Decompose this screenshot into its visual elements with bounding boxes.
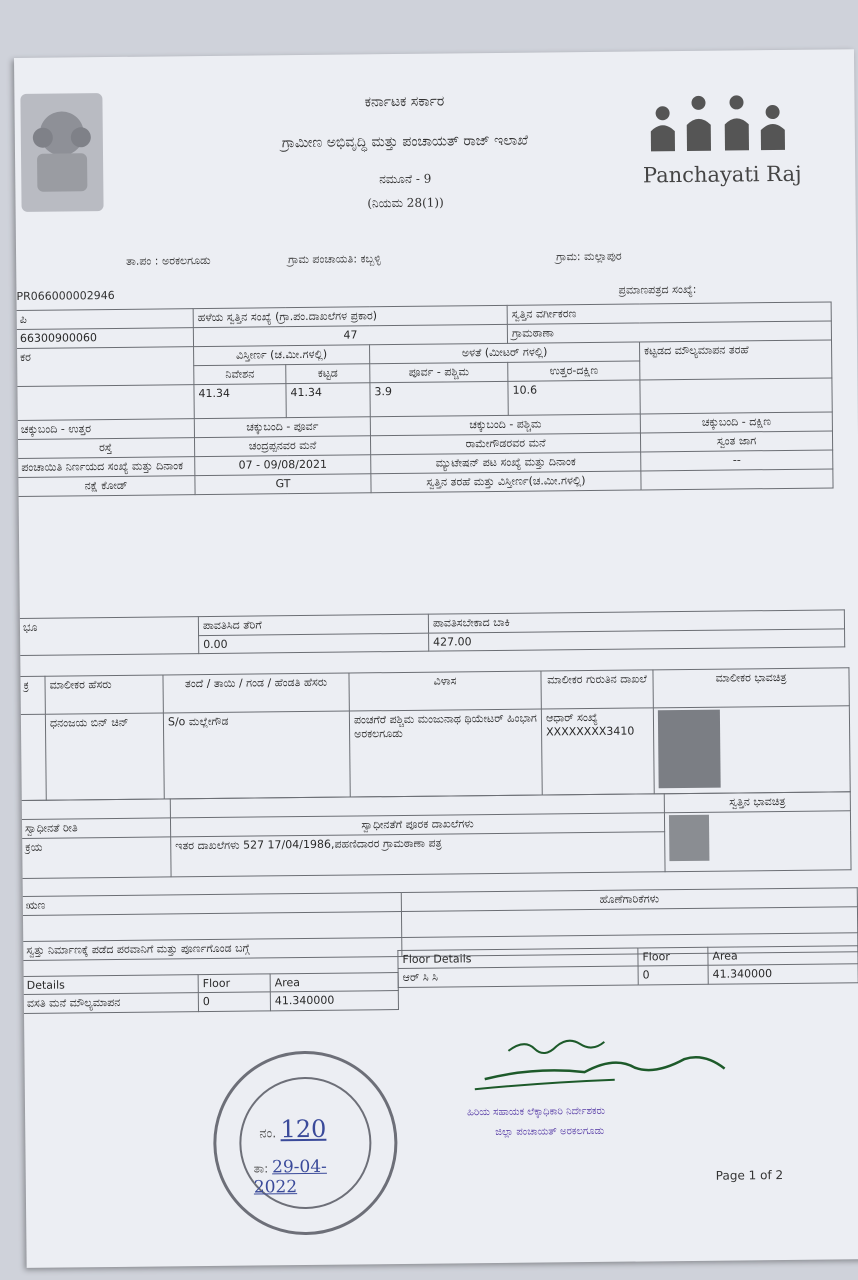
village-label: ಗ್ರಾಮ: ಮಲ್ಲಾಪುರ (556, 249, 622, 264)
cell (21, 911, 401, 941)
cell: ನಿವೇಶನ (194, 365, 286, 385)
cell: ಮಾಲೀಕರ ಗುರುತಿನ ದಾಖಲೆ (541, 670, 653, 709)
taluk-label: ತಾ.ಪಂ : ಅರಕಲಗೂಡು (126, 253, 211, 268)
owner-photo (658, 710, 721, 789)
header-line-1: ಕರ್ನಾಟಕ ಸರ್ಕಾರ (364, 93, 445, 111)
cell: ಚಕ್ಕುಬಂದಿ - ದಕ್ಷಿಣ (640, 412, 832, 433)
cell: Floor (638, 947, 708, 966)
cell: ವಿಳಾಸ (349, 671, 541, 711)
cell: ಹೊಣೆಗಾರಿಕೆಗಳು (401, 888, 857, 912)
owner-table (18, 667, 850, 801)
cell: ಸ್ವತ್ತು ನಿರ್ಮಾಣಕ್ಕೆ ಪಡೆದ ಪರವಾನಿಗೆ ಮತ್ತು ಪೂರ್ಣಗೊಂಡ ಬಗ್ಗೆ (22, 937, 402, 960)
office-seal-stamp (212, 1050, 398, 1236)
cell: ಸ್ವತ್ತಿನ ತರಹೆ ಮತ್ತು ವಿಸ್ತೀರ್ಣ(ಚ.ಮೀ.ಗಳಲ್ಲಿ) (371, 471, 641, 493)
cell: Details (22, 975, 198, 995)
cell: Floor Details (398, 948, 638, 969)
cell: Floor (198, 974, 270, 993)
cell: ಅಳತೆ (ಮೀಟರ್ ಗಳಲ್ಲಿ) (370, 342, 640, 364)
cell: Area (270, 973, 398, 992)
signatory-office: ಜಿಲ್ಲಾ ಪಂಚಾಯತ್ ಅರಕಲಗೂಡು (495, 1125, 605, 1139)
property-details-table (15, 301, 834, 497)
cell: 07 - 09/08/2021 (195, 455, 371, 476)
owner-photo-cell (653, 706, 850, 794)
state-emblem-icon (20, 93, 103, 212)
cell: ಚಕ್ಕುಬಂದಿ - ಉತ್ತರ (16, 419, 194, 440)
stamp-date-label: ತಾ: (253, 1161, 269, 1176)
owner-name: ಧನಂಜಯ ಬಿನ್ ಚಿನ್ (45, 713, 164, 800)
table-row (22, 991, 398, 1014)
possession-document: ಇತರ ದಾಖಲೆಗಳು 527 17/04/1986,ಪಹಣಿದಾರರ ಗ್ರಾಮಠಾಣಾ ಪತ್ರ (171, 832, 665, 877)
cell: ಮಾಲೀಕರ ಭಾವಚಿತ್ರ (653, 668, 849, 708)
cell: ಮ್ಯುಟೇಷನ್ ಪಟ ಸಂಖ್ಯೆ ಮತ್ತು ದಿನಾಂಕ (371, 452, 641, 474)
cell: ಕ್ರಯ (21, 837, 171, 879)
cell: 41.34 (194, 384, 286, 419)
cell (641, 469, 833, 490)
cell: Area (708, 946, 858, 966)
owner-id-document: ಆಧಾರ್ ಸಂಖ್ಯೆ XXXXXXXX3410 (541, 708, 654, 795)
page-number: Page 1 of 2 (715, 1168, 784, 1183)
cell (640, 378, 832, 414)
floor-details-right (397, 945, 858, 988)
cell: -- (641, 450, 833, 471)
cell: 3.9 (370, 381, 508, 416)
cell: ಸ್ವಾಧೀನತೆಗೆ ಪೂರಕ ದಾಖಲೆಗಳು (170, 813, 664, 837)
balance-tax-value: 427.00 (429, 629, 845, 651)
cell: ರಾಮೇಗೌಡರವರ ಮನೆ (370, 433, 640, 455)
possession-table (20, 791, 852, 879)
document-page (14, 49, 858, 1268)
cell: ಮಾಲೀಕರ ಹೆಸರು (45, 675, 163, 714)
cell: ವಿಸ್ತೀರ್ಣ (ಚ.ಮೀ.ಗಳಲ್ಲಿ) (194, 345, 370, 366)
cell: 0 (638, 965, 708, 985)
table-row (19, 706, 850, 801)
stamp-date: 29-04-2022 (253, 1156, 327, 1198)
cell: 47 (193, 324, 507, 346)
cell: 10.6 (508, 380, 640, 415)
cell: ಪಾವತಿಸಬೇಕಾದ ಬಾಕಿ (428, 610, 844, 633)
cell: 41.34 (286, 383, 370, 418)
cell (16, 385, 194, 421)
cell: ಚಂದ್ರಪ್ಪನವರ ಮನೆ (194, 436, 370, 457)
owner-address: ಪಂಚಗೆರೆ ಪಶ್ಚಿಮ ಮಂಜುನಾಥ ಥಿಯೇಟರ್ ಹಿಂಭಾಗ ಅರಕಲಗೂಡು (349, 709, 542, 797)
signatory-title: ಹಿರಿಯ ಸಹಾಯಕ ಲೆಕ್ಕಾಧಿಕಾರಿ ನಿರ್ದೇಶಕರು (467, 1105, 606, 1119)
gram-panchayat-label: ಗ್ರಾಮ ಪಂಚಾಯತಿ: ಕಬ್ಬಳ್ಳಿ (288, 252, 381, 267)
cell: 41.340000 (270, 991, 398, 1011)
panchayati-raj-logo (632, 90, 811, 212)
property-photo (669, 815, 709, 861)
relation-name: S/o ಮಲ್ಲೇಗೌಡ (163, 711, 350, 799)
cell: ಚಕ್ಕುಬಂದಿ - ಪಶ್ಚಿಮ (370, 414, 640, 436)
stamp-number: 120 (280, 1114, 327, 1144)
cell: ಪಾವತಿಸಿದ ತೆರಿಗೆ (198, 614, 428, 635)
cell: ವಸತಿ ಮನೆ ಮೌಲ್ಯಮಾಪನ (22, 993, 198, 1014)
cell: ಕಟ್ಟಡ (286, 364, 370, 384)
cell: ಸ್ವಂತ ಜಾಗ (640, 431, 832, 452)
cell: ಹಳೆಯ ಸ್ವತ್ತಿನ ಸಂಖ್ಯೆ (ಗ್ರಾ.ಪಂ.ದಾಖಲೆಗಳ ಪ್ರಕಾರ) (193, 305, 507, 327)
cell: ಭೂ (18, 617, 198, 656)
cell: ತಂದೆ / ತಾಯಿ / ಗಂಡ / ಹೆಂಡತಿ ಹೆಸರು (163, 673, 349, 713)
cell: 41.340000 (708, 964, 858, 985)
cell (20, 799, 170, 820)
cell: ಋಣ (21, 892, 401, 915)
certificate-number-label: ಪ್ರಮಾಣಪತ್ರದ ಸಂಖ್ಯೆ: (618, 282, 697, 297)
cell: 0 (198, 992, 270, 1012)
cell: ಪಿ (15, 309, 193, 330)
cell: ನಕ್ಷೆ ಕೋಡ್ (17, 476, 195, 497)
stamp-number-label: ನಂ. (259, 1126, 277, 1142)
cell: GT (195, 474, 371, 495)
cell: ಸ್ವತ್ತಿನ ವರ್ಗೀಕರಣ (507, 302, 831, 324)
logo-text: Panchayati Raj (642, 161, 802, 188)
cell: ರಸ್ತೆ (16, 438, 194, 459)
property-photo-label: ಸ್ವತ್ತಿನ ಭಾವಚಿತ್ರ (664, 792, 850, 813)
people-logo-icon (632, 90, 811, 162)
cell (19, 714, 46, 800)
cell: ಕಟ್ಟಡದ ಮೌಲ್ಯಮಾಪನ ತರಹೆ (640, 340, 832, 380)
table-row (398, 964, 858, 988)
cell: ಆರ್ ಸಿ ಸಿ (398, 966, 638, 988)
cell: ಪಂಚಾಯಿತಿ ನಿರ್ಣಯದ ಸಂಖ್ಯೆ ಮತ್ತು ದಿನಾಂಕ (17, 457, 195, 478)
header-rule: (ನಿಯಮ 28(1)) (367, 195, 444, 211)
cell: 66300900060 (15, 328, 193, 349)
cell: ಚಕ್ಕುಬಂದಿ - ಪೂರ್ವ (194, 417, 370, 438)
cell: ಗ್ರಾಮಠಾಣಾ (507, 321, 831, 343)
header-line-2: ಗ್ರಾಮೀಣ ಅಭಿವೃದ್ಧಿ ಮತ್ತು ಪಂಚಾಯತ್ ರಾಜ್ ಇಲಾಖೆ (281, 132, 529, 152)
tax-table (18, 609, 845, 656)
cell: ಉತ್ತರ-ದಕ್ಷಿಣ (508, 361, 640, 381)
signature-icon (464, 1031, 735, 1114)
property-photo-cell (664, 811, 851, 872)
property-id: PR066000002946 (16, 288, 115, 303)
cell: ಸ್ವಾಧೀನತೆ ರೀತಿ (20, 818, 170, 839)
header-form-number: ನಮೂನೆ - 9 (379, 171, 432, 187)
cell: ಪೂರ್ವ - ಪಶ್ಚಿಮ (370, 362, 508, 382)
floor-details-left (22, 972, 399, 1014)
cell: ಕ್ರ (19, 676, 45, 714)
cell: ಕರ (16, 347, 194, 387)
paid-tax-value: 0.00 (199, 633, 429, 653)
